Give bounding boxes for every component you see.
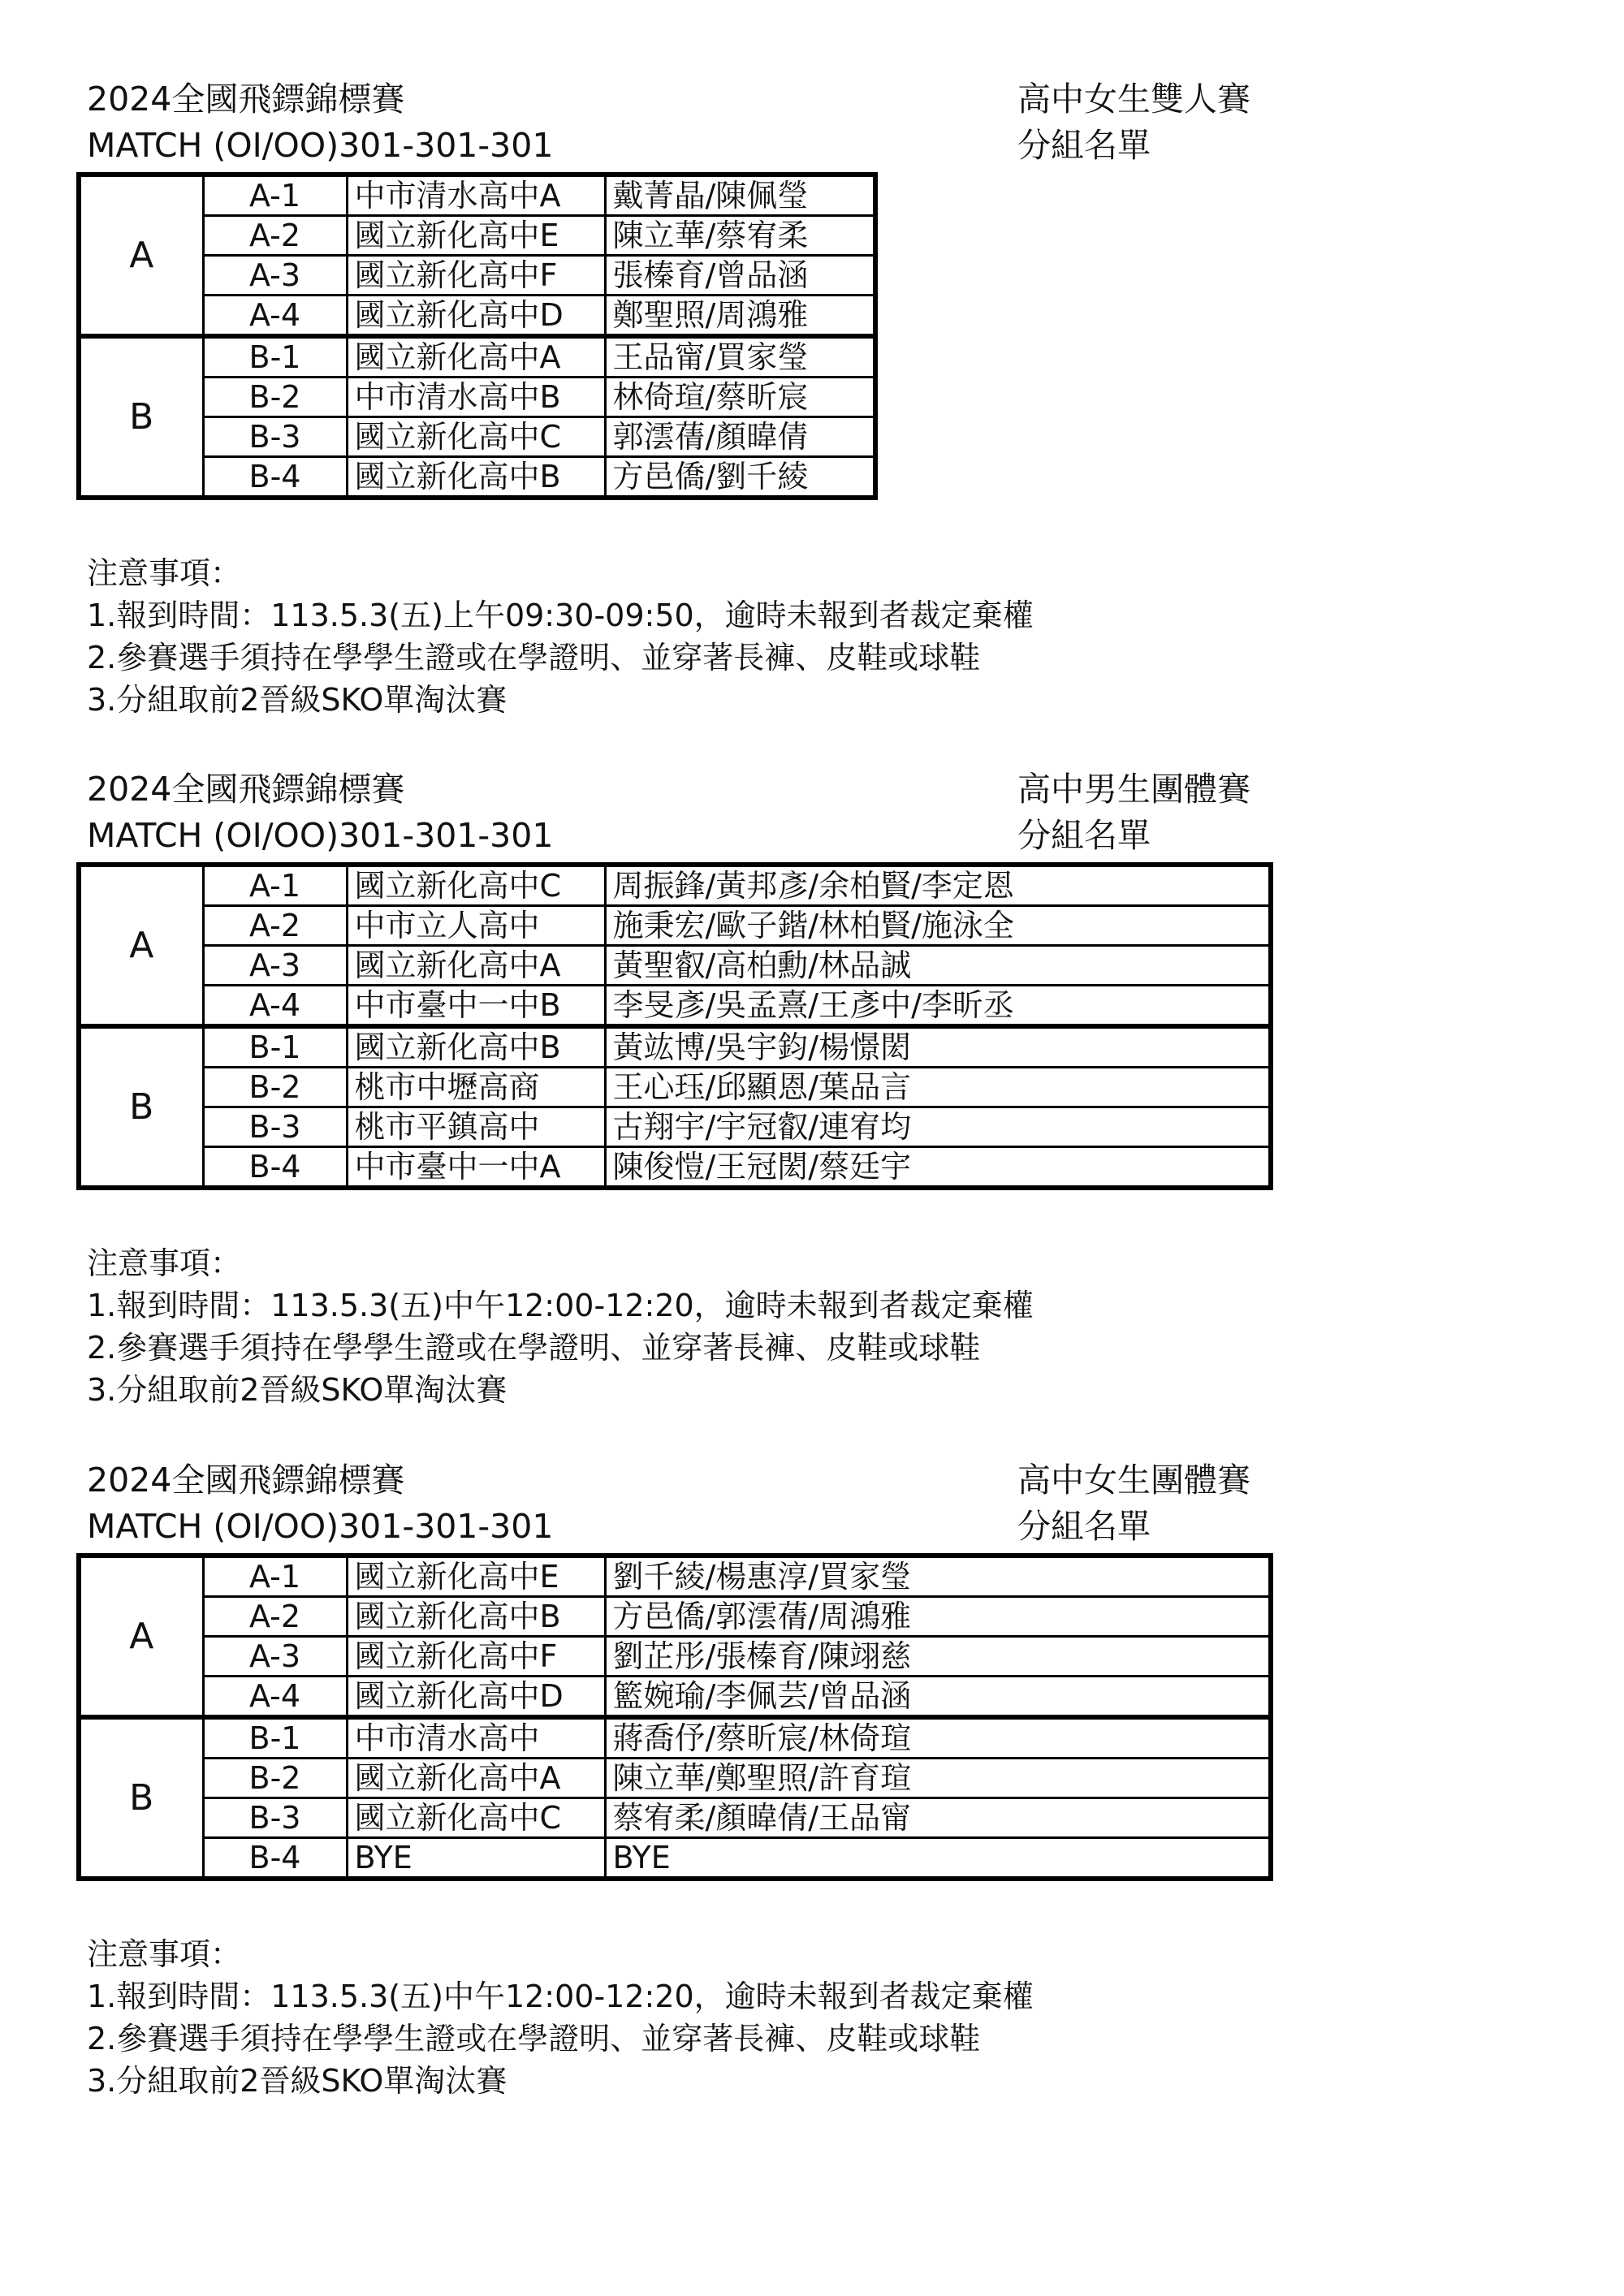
team-name: 國立新化高中D [347, 1677, 605, 1718]
seed-code: A-3 [203, 1637, 347, 1677]
group-label: A [79, 865, 203, 1026]
team-name: 國立新化高中A [347, 1759, 605, 1798]
player-names: 方邑僑/郭澐蒨/周鴻雅 [605, 1597, 1271, 1637]
player-names: 古翔宇/宇冠叡/連宥均 [605, 1107, 1271, 1147]
table-row [79, 336, 875, 378]
seed-code: B-2 [203, 378, 347, 417]
player-names: 蔣喬伃/蔡昕宸/林倚瑄 [605, 1717, 1271, 1759]
seed-code: B-1 [203, 1026, 347, 1068]
tournament-title: 2024全國飛鏢錦標賽 [87, 770, 405, 809]
group-list-label: 分組名單 [1017, 816, 1151, 855]
seed-code: A-1 [203, 175, 347, 216]
table-row [79, 986, 1271, 1027]
table-row [79, 1026, 1271, 1068]
note-line: 2.參賽選手須持在學學生證或在學證明、並穿著長褲、皮鞋或球鞋 [87, 640, 981, 675]
notes-block [87, 1933, 1034, 2102]
seed-code: A-4 [203, 986, 347, 1027]
team-name: 國立新化高中B [347, 1026, 605, 1068]
team-name: 桃市平鎮高中 [347, 1107, 605, 1147]
seed-code: B-1 [203, 336, 347, 378]
seed-code: B-3 [203, 417, 347, 457]
note-line: 1.報到時間：113.5.3(五)中午12:00-12:20，逾時未報到者裁定棄權 [87, 1979, 1034, 2014]
note-line: 2.參賽選手須持在學學生證或在學證明、並穿著長褲、皮鞋或球鞋 [87, 1330, 981, 1366]
table-row [79, 1798, 1271, 1838]
seed-code: A-1 [203, 865, 347, 906]
event-name: 高中男生團體賽 [1017, 770, 1250, 809]
group-label: A [79, 1556, 203, 1717]
notes-block [87, 552, 1034, 721]
notes-heading: 注意事項： [87, 1245, 242, 1281]
team-name: 國立新化高中C [347, 865, 605, 906]
seed-code: B-4 [203, 1147, 347, 1189]
tournament-title: 2024全國飛鏢錦標賽 [87, 1461, 405, 1500]
match-format: MATCH (OI/OO)301-301-301 [87, 816, 554, 855]
team-name: 國立新化高中A [347, 946, 605, 986]
table-row [79, 946, 1271, 986]
player-names: 陳立華/鄭聖照/許育瑄 [605, 1759, 1271, 1798]
table-row [79, 1597, 1271, 1637]
team-name: 國立新化高中C [347, 1798, 605, 1838]
match-format: MATCH (OI/OO)301-301-301 [87, 126, 554, 165]
player-names: 郭澐蒨/顏暐倩 [605, 417, 875, 457]
player-names: 黃聖叡/高柏勳/林品誠 [605, 946, 1271, 986]
seed-code: A-3 [203, 256, 347, 296]
seed-code: B-2 [203, 1068, 347, 1107]
team-name: 國立新化高中F [347, 256, 605, 296]
seed-code: B-3 [203, 1798, 347, 1838]
table-row [79, 865, 1271, 906]
player-names: 周振鋒/黃邦彥/余柏賢/李定恩 [605, 865, 1271, 906]
team-name: 中市臺中一中B [347, 986, 605, 1027]
table-row [79, 1068, 1271, 1107]
player-names: 劉千綾/楊惠淳/買家瑩 [605, 1556, 1271, 1597]
team-name: 國立新化高中F [347, 1637, 605, 1677]
seed-code: B-3 [203, 1107, 347, 1147]
seed-code: A-3 [203, 946, 347, 986]
seed-code: A-4 [203, 296, 347, 337]
table-row [79, 1759, 1271, 1798]
event-name: 高中女生雙人賽 [1017, 80, 1250, 119]
player-names: 籃婉瑜/李佩芸/曾品涵 [605, 1677, 1271, 1718]
team-name: 國立新化高中A [347, 336, 605, 378]
note-line: 3.分組取前2晉級SKO單淘汰賽 [87, 2063, 508, 2099]
team-name: 國立新化高中C [347, 417, 605, 457]
player-names: 施秉宏/歐子鍇/林柏賢/施泳全 [605, 906, 1271, 946]
table-row [79, 1147, 1271, 1189]
notes-heading: 注意事項： [87, 1936, 242, 1972]
team-name: 國立新化高中B [347, 457, 605, 498]
table-row [79, 1556, 1271, 1597]
team-name: 中市立人高中 [347, 906, 605, 946]
team-name: 中市清水高中A [347, 175, 605, 216]
table-row [79, 1637, 1271, 1677]
group-list-label: 分組名單 [1017, 126, 1151, 165]
group-table [76, 1553, 1273, 1881]
team-name: 中市清水高中B [347, 378, 605, 417]
player-names: BYE [605, 1838, 1271, 1880]
tournament-title: 2024全國飛鏢錦標賽 [87, 80, 405, 119]
player-names: 王心珏/邱顯恩/葉品言 [605, 1068, 1271, 1107]
player-names: 李旻彥/吳孟熹/王彥中/李昕丞 [605, 986, 1271, 1027]
table-row [79, 906, 1271, 946]
event-name: 高中女生團體賽 [1017, 1461, 1250, 1500]
seed-code: A-2 [203, 216, 347, 256]
seed-code: A-2 [203, 1597, 347, 1637]
player-names: 劉芷彤/張榛育/陳翊慈 [605, 1637, 1271, 1677]
player-names: 王品甯/買家瑩 [605, 336, 875, 378]
table-row [79, 1677, 1271, 1718]
team-name: 中市臺中一中A [347, 1147, 605, 1189]
player-names: 戴菁晶/陳佩瑩 [605, 175, 875, 216]
player-names: 張榛育/曾品涵 [605, 256, 875, 296]
player-names: 陳立華/蔡宥柔 [605, 216, 875, 256]
match-format: MATCH (OI/OO)301-301-301 [87, 1507, 554, 1546]
table-row [79, 1838, 1271, 1880]
seed-code: A-1 [203, 1556, 347, 1597]
group-label: B [79, 1026, 203, 1188]
group-label: B [79, 1717, 203, 1879]
group-table [76, 172, 878, 500]
player-names: 陳俊愷/王冠閎/蔡廷宇 [605, 1147, 1271, 1189]
player-names: 黃竑博/吳宇鈞/楊憬閎 [605, 1026, 1271, 1068]
team-name: 中市清水高中 [347, 1717, 605, 1759]
team-name: 國立新化高中D [347, 296, 605, 337]
table-row [79, 1717, 1271, 1759]
group-label: B [79, 336, 203, 498]
note-line: 1.報到時間：113.5.3(五)上午09:30-09:50，逾時未報到者裁定棄權 [87, 598, 1034, 633]
table-row [79, 1107, 1271, 1147]
notes-heading: 注意事項： [87, 555, 242, 591]
team-name: 國立新化高中E [347, 1556, 605, 1597]
seed-code: B-2 [203, 1759, 347, 1798]
note-line: 3.分組取前2晉級SKO單淘汰賽 [87, 682, 508, 718]
player-names: 蔡宥柔/顏暐倩/王品甯 [605, 1798, 1271, 1838]
notes-block [87, 1242, 1034, 1411]
seed-code: A-2 [203, 906, 347, 946]
seed-code: A-4 [203, 1677, 347, 1718]
table-row [79, 175, 875, 216]
group-table [76, 862, 1273, 1190]
seed-code: B-1 [203, 1717, 347, 1759]
team-name: BYE [347, 1838, 605, 1880]
note-line: 2.參賽選手須持在學學生證或在學證明、並穿著長褲、皮鞋或球鞋 [87, 2021, 981, 2056]
seed-code: B-4 [203, 1838, 347, 1880]
player-names: 鄭聖照/周鴻雅 [605, 296, 875, 337]
group-list-label: 分組名單 [1017, 1507, 1151, 1546]
team-name: 國立新化高中B [347, 1597, 605, 1637]
team-name: 國立新化高中E [347, 216, 605, 256]
group-label: A [79, 175, 203, 336]
note-line: 3.分組取前2晉級SKO單淘汰賽 [87, 1372, 508, 1408]
seed-code: B-4 [203, 457, 347, 498]
player-names: 方邑僑/劉千綾 [605, 457, 875, 498]
player-names: 林倚瑄/蔡昕宸 [605, 378, 875, 417]
team-name: 桃市中壢高商 [347, 1068, 605, 1107]
note-line: 1.報到時間：113.5.3(五)中午12:00-12:20，逾時未報到者裁定棄權 [87, 1288, 1034, 1323]
